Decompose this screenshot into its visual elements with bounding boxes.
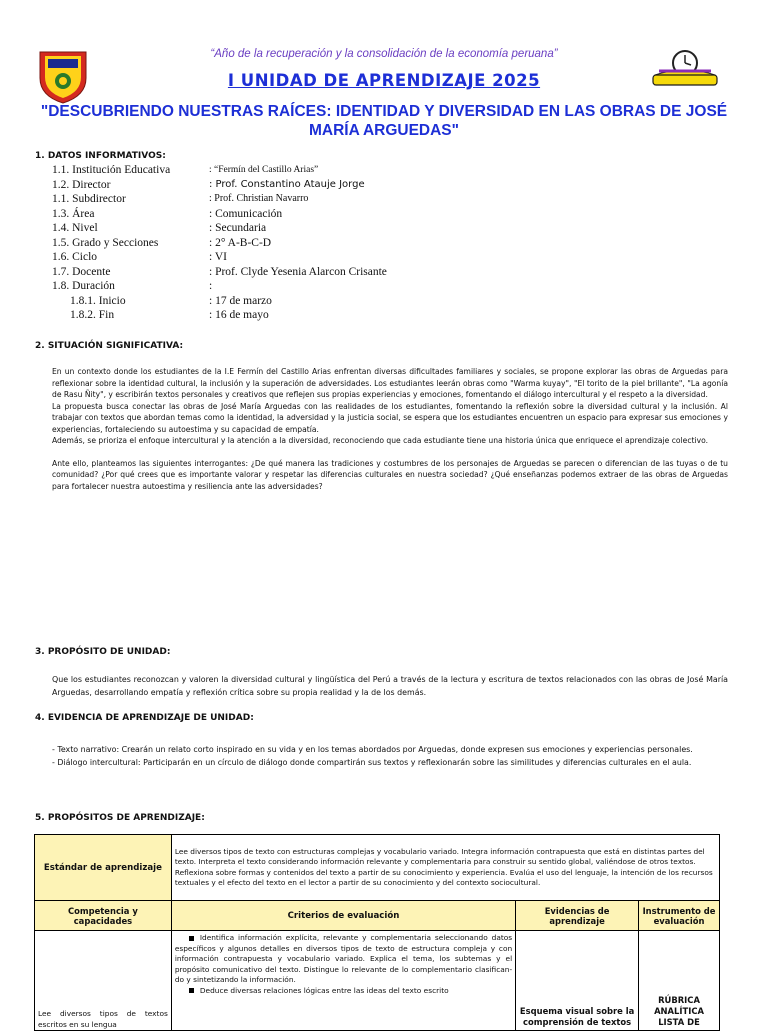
header-evidencias: Evidencias de aprendizaje <box>516 901 639 931</box>
info-row: 1.1. Subdirector : Prof. Christian Navarro <box>52 193 309 205</box>
info-row: 1.8. Duración : <box>52 280 213 292</box>
situacion-paragraph: Además, se prioriza el enfoque intercultural y la atención a la diversidad, reconociendo que cada estudiante tiene una historia única que enriquece el aprendizaje colectivo. <box>52 436 709 445</box>
estandar-label: Estándar de aprendizaje <box>35 835 172 901</box>
situacion-questions: Ante ello, planteamos las siguientes interrogantes: ¿De qué manera las tradiciones y costumbres de los personajes de Arguedas se parecen o diferencian de las tuyas o de tu comunidad? ¿Por qué crees que es importante valorar y respetar las diferencias culturales en nuestra sociedad? ¿Qué enseñanzas podemos extraer de las obras de Arguedas para fortalecer nuestra autoestima y resiliencia ante las adversidades? <box>52 458 728 491</box>
bullet-square-icon <box>189 936 194 941</box>
unit-title: I UNIDAD DE APRENDIZAJE 2025 <box>227 71 541 90</box>
criterio-item: Deduce diversas relaciones lógicas entre las ideas del texto escrito <box>175 986 512 997</box>
info-row: 1.3. Área : Comunicación <box>52 207 283 220</box>
info-row: 1.8.2. Fin : 16 de mayo <box>70 309 269 321</box>
situacion-paragraph: En un contexto donde los estudiantes de la I.E Fermín del Castillo Arias enfrentan diversas dificultades familiares y sociales, se propone explorar las obras de Arguedas para reflexionar sobre la identidad cultural, la inclusión y la superación de adversidades. Los estudiantes leerán obras como "Warma kuyay", "El torito de la piel brillante", "La agonía de Rasu Ñity", y escribirán textos personales y creativos que reflejen sus propias experiencias y emociones, fomentando el diálogo intercultural y el respeto a la diversidad. <box>52 367 728 399</box>
evidencia-item: - Texto narrativo: Crearán un relato corto inspirado en su vida y en los temas abordados por Arguedas, donde expresen sus emociones y experiencias personales. <box>52 745 693 754</box>
situacion-text <box>52 366 728 492</box>
situacion-paragraph: La propuesta busca conectar las obras de José María Arguedas con las realidades de los estudiantes, fomentando la reflexión sobre la diversidad cultural y la inclusión. Al trabajar con textos que abordan temas como la identidad, la adversidad y la justicia social, se espera que los estudiantes encuentren un espacio para expresar sus emociones y experiencias, fortaleciendo su autoestima y su capacidad de empatía. <box>52 401 728 434</box>
info-row: 1.5. Grado y Secciones : 2° A-B-C-D <box>52 236 272 249</box>
section-heading-propositos-aprendizaje: 5. PROPÓSITOS DE APRENDIZAJE: <box>35 813 205 823</box>
info-row: 1.2. Director : Prof. Constantino Atauje Jorge <box>52 178 365 191</box>
header-competencia: Competencia y capacidades <box>35 901 172 931</box>
learning-standards-table <box>34 834 720 1031</box>
instrumento-cell: RÚBRICA ANALÍTICA LISTA DE <box>639 931 720 1031</box>
informative-data-list <box>52 163 552 323</box>
info-row: 1.7. Docente : Prof. Clyde Yesenia Alarcon Crisante <box>52 265 387 278</box>
main-title: "DESCUBRIENDO NUESTRAS RAÍCES: IDENTIDAD Y DIVERSIDAD EN LAS OBRAS DE JOSÉ MARÍA ARGUEDAS" <box>40 103 728 139</box>
header-instrumento: Instrumento de evaluación <box>639 901 720 931</box>
info-row: 1.8.1. Inicio : 17 de marzo <box>70 294 272 307</box>
evidencia-cell: Esquema visual sobre la comprensión de textos <box>516 931 639 1031</box>
header-criterios: Criterios de evaluación <box>171 901 515 931</box>
section-heading-proposito: 3. PROPÓSITO DE UNIDAD: <box>35 647 171 657</box>
info-row: 1.6. Ciclo : VI <box>52 251 227 263</box>
criterio-item: Identifica información explícita, relevante y complementaria seleccionando datos específicos y algunos detalles en diversos tipos de texto de estructura compleja y con información contrapuesta y vocabulario variado. Explica el tema, los subtemas y el propósito comunicativo del texto. Distingue lo relevante de lo complementario clasifican-do y sintetizando la información. <box>174 933 513 984</box>
bullet-square-icon <box>189 988 194 993</box>
proposito-text: Que los estudiantes reconozcan y valoren la diversidad cultural y lingüística del Perú a través de la lectura y escritura de textos relacionados con las obras de José María Arguedas, desarrollando empatía y reflexión crítica sobre su propia realidad y la de los demás. <box>52 675 728 697</box>
info-row: 1.4. Nivel : Secundaria <box>52 222 267 234</box>
section-heading-evidencia: 4. EVIDENCIA DE APRENDIZAJE DE UNIDAD: <box>35 713 254 723</box>
evidencia-text <box>52 743 728 769</box>
section-heading-situacion: 2. SITUACIÓN SIGNIFICATIVA: <box>35 341 184 351</box>
section-heading-datos: 1. DATOS INFORMATIVOS: <box>35 151 166 161</box>
estandar-text: Lee diversos tipos de texto con estructuras complejas y vocabulario variado. Integra información contrapuesta que está en distintas partes del texto. Interpreta el texto considerando información relevante y complementaria para construir su sentido global, valiéndose de otros textos. Reflexiona sobre formas y contenidos del texto a partir de su conocimiento y experiencia. Evalúa el uso del lenguaje, la intención de los recursos textuales y el efecto del texto en el lector a partir de su conocimiento y del contexto sociocultural. <box>171 835 719 901</box>
evidencia-item: - Diálogo intercultural: Participarán en un círculo de diálogo donde compartirán sus textos y reflexionarán sobre las similitudes y diferencias culturales en el aula. <box>52 758 692 767</box>
criterios-cell <box>171 931 515 1031</box>
info-row: 1.1. Institución Educativa : “Fermín del Castillo Arias” <box>52 164 319 176</box>
national-motto: “Año de la recuperación y la consolidación de la economía peruana” <box>210 48 558 60</box>
competencia-cell: Lee diversos tipos de textos escritos en su lengua <box>35 931 172 1031</box>
